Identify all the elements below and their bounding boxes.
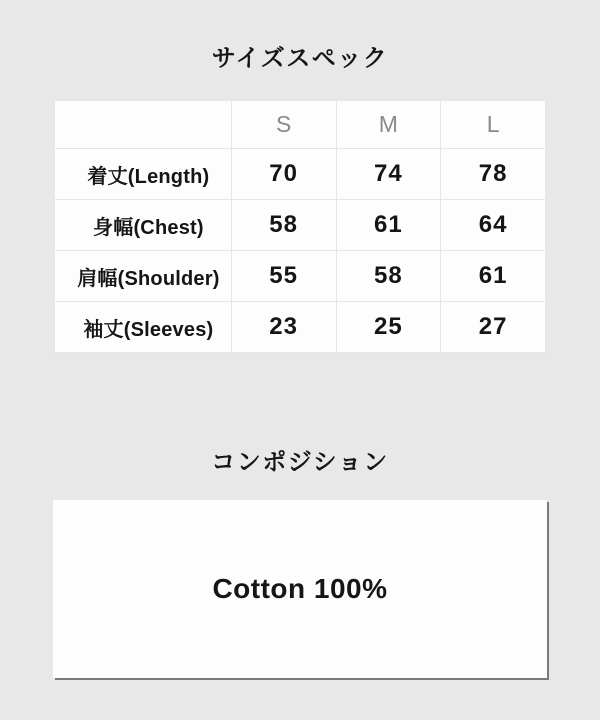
size-header-row xyxy=(55,101,546,149)
cell-shoulder-s: 55 xyxy=(231,251,336,302)
composition-title: コンポジション xyxy=(211,449,389,476)
table-row-chest xyxy=(55,200,546,251)
cell-length-l: 78 xyxy=(441,149,546,200)
cell-length-s: 70 xyxy=(231,149,336,200)
cell-sleeves-m: 25 xyxy=(336,302,441,353)
table-row-shoulder xyxy=(55,251,546,302)
cell-length-m: 74 xyxy=(336,149,441,200)
cell-sleeves-s: 23 xyxy=(231,302,336,353)
header-size-m: M xyxy=(336,101,441,149)
table-row-length xyxy=(55,149,546,200)
cell-shoulder-l: 61 xyxy=(441,251,546,302)
header-size-l: L xyxy=(441,101,546,149)
cell-chest-s: 58 xyxy=(231,200,336,251)
cell-sleeves-l: 27 xyxy=(441,302,546,353)
cell-chest-l: 64 xyxy=(441,200,546,251)
header-empty-cell xyxy=(55,101,232,149)
size-spec-title: サイズスペック xyxy=(211,45,389,72)
header-size-s: S xyxy=(231,101,336,149)
row-label-chest: 身幅(Chest) xyxy=(55,200,232,251)
composition-box xyxy=(53,500,547,678)
table-row-sleeves xyxy=(55,302,546,353)
cell-shoulder-m: 58 xyxy=(336,251,441,302)
cell-chest-m: 61 xyxy=(336,200,441,251)
row-label-shoulder: 肩幅(Shoulder) xyxy=(55,251,232,302)
row-label-length: 着丈(Length) xyxy=(55,149,232,200)
composition-value: Cotton 100% xyxy=(212,573,388,604)
row-label-sleeves: 袖丈(Sleeves) xyxy=(55,302,232,353)
size-spec-table xyxy=(54,100,546,353)
